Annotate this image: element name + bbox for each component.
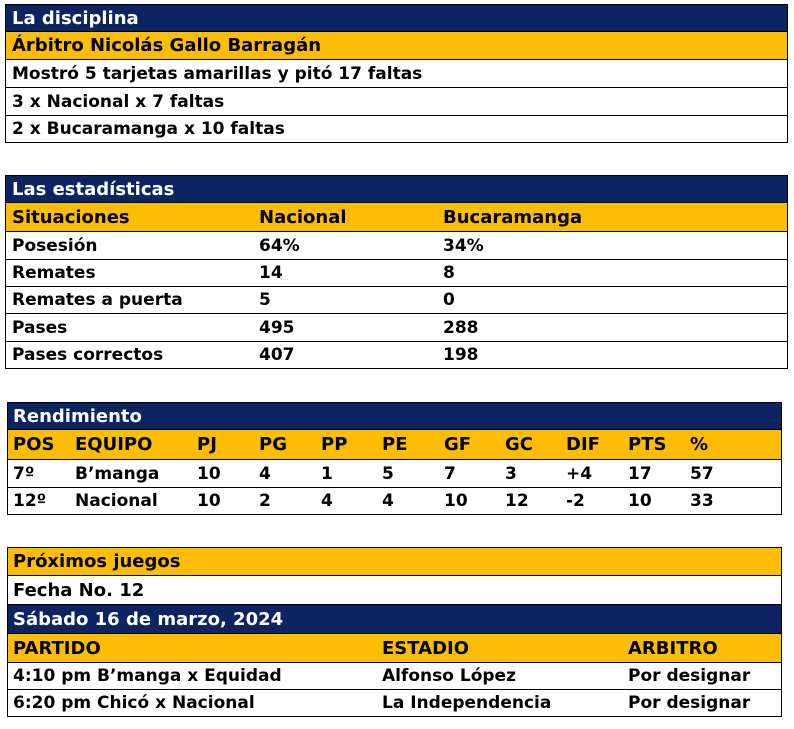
referee-name: Árbitro Nicolás Gallo Barragán — [12, 35, 322, 56]
rendimiento-title-row — [7, 402, 782, 430]
estadio-cell: Alfonso López — [382, 666, 516, 686]
arbitro-cell: Por designar — [628, 693, 751, 713]
equipo-cell: B’manga — [75, 463, 160, 484]
table-row — [5, 287, 788, 314]
col-header-nacional: Nacional — [259, 206, 347, 228]
pe-cell: 5 — [382, 463, 394, 484]
arbitro-cell: Por designar — [628, 666, 751, 686]
rendimiento-title: Rendimiento — [13, 405, 142, 427]
table-row — [7, 460, 782, 488]
gf-cell: 7 — [444, 463, 456, 484]
table-row — [5, 314, 788, 342]
pp-cell: 1 — [321, 463, 333, 484]
stat-label: Remates — [12, 263, 96, 283]
rendimiento-table — [7, 402, 782, 515]
col-header-gf: GF — [444, 434, 472, 455]
gf-cell: 10 — [444, 491, 468, 511]
disciplina-table — [5, 4, 788, 143]
col-header-pp: PP — [321, 434, 348, 455]
partido-cell: 6:20 pm Chicó x Nacional — [13, 693, 255, 713]
col-header-equipo: EQUIPO — [75, 434, 153, 455]
table-row — [5, 342, 788, 369]
table-row — [5, 260, 788, 287]
fecha-row — [7, 576, 782, 605]
stat-bucaramanga: 8 — [443, 263, 455, 283]
col-header-dif: DIF — [566, 434, 600, 455]
stat-nacional: 495 — [259, 317, 295, 338]
disciplina-line — [5, 60, 788, 88]
col-header-pj: PJ — [197, 434, 217, 455]
col-header-pe: PE — [382, 434, 408, 455]
table-row — [7, 663, 782, 690]
proximos-header-row — [7, 634, 782, 663]
disciplina-line-text: Mostró 5 tarjetas amarillas y pitó 17 faltas — [12, 63, 423, 84]
col-header-gc: GC — [505, 434, 533, 455]
pos-cell: 7º — [13, 463, 35, 484]
disciplina-line-text: 3 x Nacional x 7 faltas — [12, 91, 225, 112]
stat-bucaramanga: 0 — [443, 290, 455, 310]
estadisticas-table — [5, 175, 788, 369]
stat-bucaramanga: 34% — [443, 235, 484, 256]
table-row — [5, 232, 788, 260]
pg-cell: 4 — [259, 463, 271, 484]
disciplina-line-text: 2 x Bucaramanga x 10 faltas — [12, 119, 285, 139]
pts-cell: 10 — [628, 491, 652, 511]
dia-row — [7, 605, 782, 634]
disciplina-referee-row — [5, 32, 788, 60]
estadisticas-title-row — [5, 175, 788, 203]
col-header-pg: PG — [259, 434, 287, 455]
estadio-cell: La Independencia — [382, 693, 552, 713]
pts-cell: 17 — [628, 463, 652, 484]
percent-cell: 57 — [690, 463, 714, 484]
pp-cell: 4 — [321, 491, 333, 511]
pj-cell: 10 — [197, 491, 221, 511]
pj-cell: 10 — [197, 463, 221, 484]
pos-cell: 12º — [13, 491, 47, 511]
rendimiento-header-row — [7, 430, 782, 460]
dif-cell: +4 — [566, 463, 593, 484]
estadisticas-title: Las estadísticas — [12, 178, 175, 200]
stat-bucaramanga: 198 — [443, 345, 479, 365]
disciplina-title: La disciplina — [12, 7, 139, 29]
col-header-situaciones: Situaciones — [12, 206, 130, 228]
stat-label: Pases correctos — [12, 345, 164, 365]
estadisticas-header-row — [5, 203, 788, 232]
disciplina-line — [5, 88, 788, 116]
stat-nacional: 5 — [259, 290, 271, 310]
stat-nacional: 14 — [259, 263, 283, 283]
dif-cell: -2 — [566, 491, 585, 511]
stat-nacional: 407 — [259, 345, 295, 365]
col-header-percent: % — [690, 434, 709, 455]
stat-nacional: 64% — [259, 235, 300, 256]
proximos-table — [7, 547, 782, 717]
col-header-arbitro: ARBITRO — [628, 637, 718, 659]
gc-cell: 12 — [505, 491, 529, 511]
stat-bucaramanga: 288 — [443, 317, 479, 338]
table-row — [7, 488, 782, 515]
partido-cell: 4:10 pm B’manga x Equidad — [13, 666, 282, 686]
col-header-pts: PTS — [628, 434, 667, 455]
col-header-bucaramanga: Bucaramanga — [443, 206, 583, 228]
disciplina-line — [5, 116, 788, 143]
col-header-estadio: ESTADIO — [382, 637, 470, 659]
disciplina-title-row — [5, 4, 788, 32]
stat-label: Posesión — [12, 235, 98, 256]
col-header-pos: POS — [13, 434, 55, 455]
fecha-label: Fecha No. 12 — [13, 579, 145, 601]
percent-cell: 33 — [690, 491, 714, 511]
dia-label: Sábado 16 de marzo, 2024 — [13, 608, 284, 630]
table-row — [7, 690, 782, 717]
pe-cell: 4 — [382, 491, 394, 511]
gc-cell: 3 — [505, 463, 517, 484]
pg-cell: 2 — [259, 491, 271, 511]
proximos-title-row — [7, 547, 782, 576]
equipo-cell: Nacional — [75, 491, 158, 511]
proximos-title: Próximos juegos — [13, 551, 181, 572]
col-header-partido: PARTIDO — [13, 637, 101, 659]
stat-label: Remates a puerta — [12, 290, 183, 310]
stat-label: Pases — [12, 317, 68, 338]
